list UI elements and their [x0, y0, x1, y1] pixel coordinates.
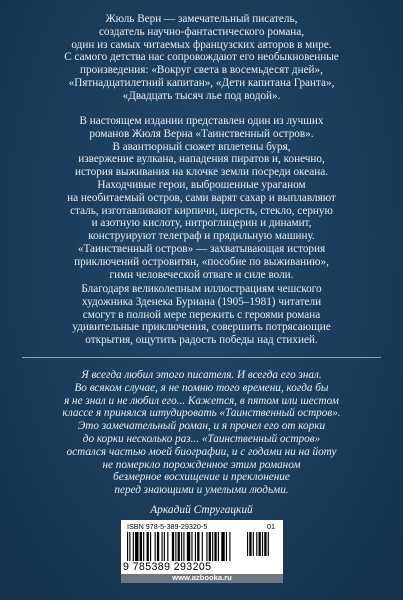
- text-line: «Пятнадцатилетний капитан», «Дети капитана Гранта»,: [68, 76, 335, 89]
- quote-line: Это замечательный роман, и я прочел его от корки: [77, 420, 326, 433]
- website-link[interactable]: www.azbooka.ru: [172, 573, 232, 582]
- text-line: Благодаря великолепным иллюстрациям чешского: [81, 283, 322, 295]
- text-line: и азотную кислоту, нитроглицерин и динамит,: [91, 217, 312, 230]
- text-line: Находчивые герои, выброшенные ураганом: [97, 178, 306, 191]
- text-line: произведения: «Вокруг света в восемьдесят дней»,: [80, 64, 323, 77]
- text-line: В авантюрный сюжет вплетены буря,: [112, 140, 291, 153]
- text-line: открытия, ощутить радость победы над стихией.: [85, 334, 318, 347]
- quote-author: Аркадий Стругацкий: [150, 504, 253, 516]
- quote-line: классе я принялся штудировать «Таинственный остров».: [62, 407, 341, 420]
- isbn-label: ISBN 978-5-389-29320-5: [127, 522, 208, 531]
- text-line: В настоящем издании представлен один из лучших: [79, 115, 324, 127]
- text-line: «Таинственный остров» — захватывающая история: [77, 242, 326, 255]
- text-line: создатель научно-фантастического романа,: [98, 25, 305, 38]
- author-quote: [0, 369, 403, 497]
- text-line: конструируют телеграф и прядильную машину.: [88, 230, 315, 243]
- text-line: история выживания на клочке земли посреди океана.: [74, 166, 329, 179]
- illustrations-paragraph: [0, 283, 403, 347]
- website-bar: [121, 574, 283, 583]
- text-line: смогут в полной мере пережить с героями романа: [82, 308, 321, 321]
- divider: [22, 357, 381, 358]
- barcode-icon: [127, 532, 277, 562]
- quote-line: Я всегда любил этого писателя. И всегда его знал.: [81, 369, 322, 381]
- text-line: Жюль Верн — замечательный писатель,: [105, 13, 298, 25]
- barcode-header: [127, 522, 277, 531]
- quote-line: я не знал и не любил его... Кажется, в пятом или шестом: [64, 394, 339, 407]
- text-line: сталь, изготавливают кирпичи, шерсть, стекло, серную: [70, 204, 333, 217]
- intro-paragraph: [0, 13, 403, 103]
- text-line: удивительные приключения, совершить потрясающие: [72, 321, 331, 334]
- text-line: один из самых читаемых французских авторов в мире.: [71, 38, 332, 51]
- barcode-digits: 9 785389 293205: [123, 561, 212, 573]
- quote-line: остался частью моей биографии, и с годами ни на йоту: [66, 445, 337, 458]
- text-line: гимн человеческой отваге и силе воли.: [109, 268, 294, 281]
- quote-line: до корки несколько раз... «Таинственный остров»: [82, 432, 321, 445]
- text-line: приключений островитян, «пособие по выживанию»,: [74, 255, 329, 268]
- quote-line: Во всяком случае, я не помню того времени, когда бы: [74, 381, 329, 394]
- text-line: «Двадцать тысяч лье под водой».: [122, 89, 281, 102]
- text-line: С самого детства нас сопровождают его необыкновенные: [64, 51, 339, 64]
- text-line: на необитаемый остров, сами варят сахар и выплавляют: [67, 191, 336, 204]
- text-line: извержение вулкана, нападения пиратов и, конечно,: [78, 153, 325, 166]
- barcode-block: [121, 520, 283, 583]
- quote-line: перед знающими и умелыми людьми.: [114, 484, 289, 497]
- edition-paragraph: [0, 115, 403, 281]
- barcode-addon: 01: [267, 522, 275, 531]
- text-line: художника Зденека Буриана (1905–1981) читатели: [81, 295, 322, 308]
- text-line: романов Жюля Верна «Таинственный остров».: [89, 127, 314, 140]
- quote-line: не померкло порожденное этим романом: [102, 458, 301, 471]
- quote-line: безмерное восхищение и преклонение: [113, 471, 290, 484]
